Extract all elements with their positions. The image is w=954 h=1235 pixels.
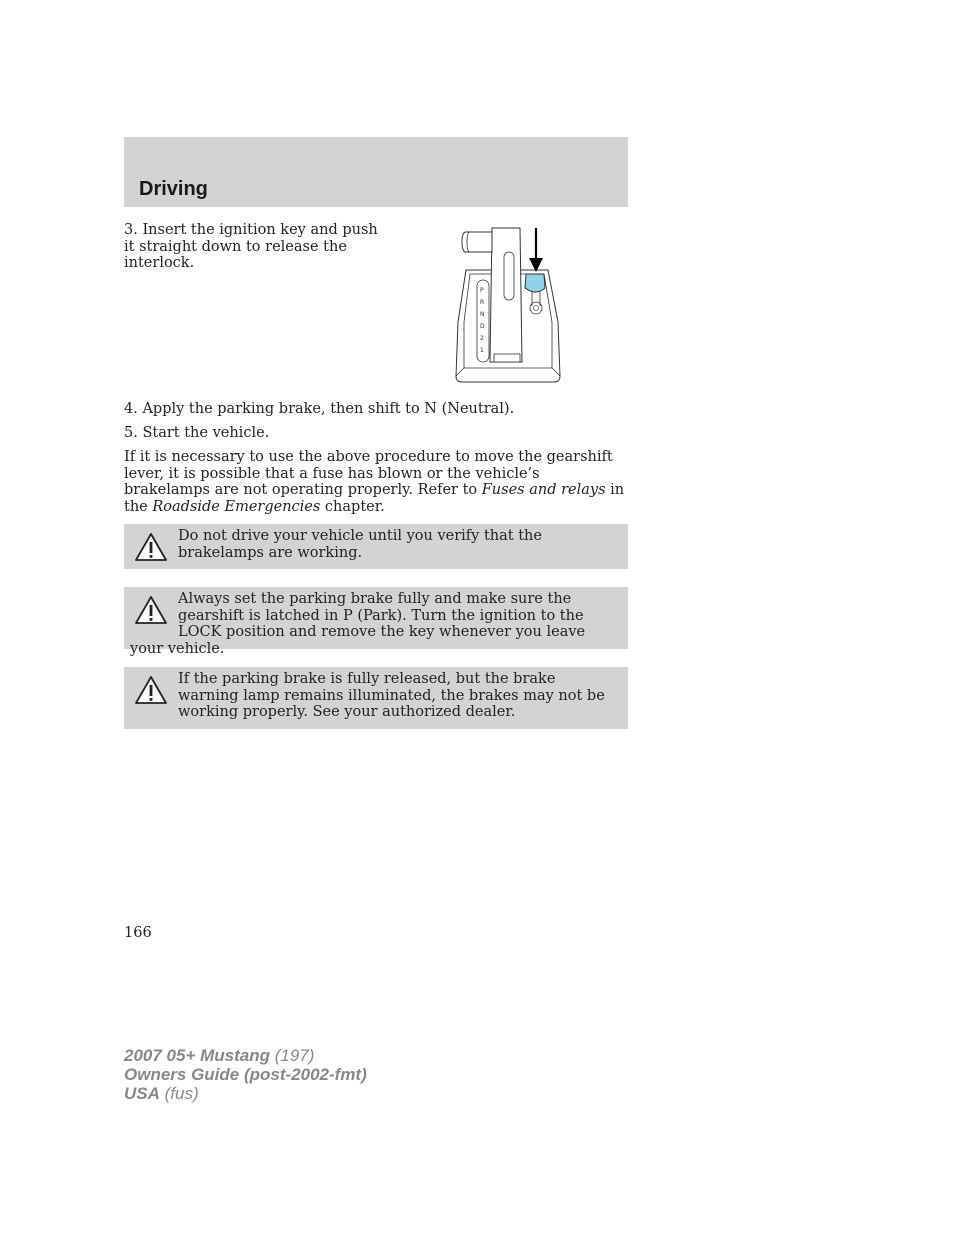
step-3-text: 3. Insert the ignition key and push it straight down to release the interlock. (124, 222, 378, 271)
warning-triangle-icon (134, 532, 168, 562)
fuse-paragraph-part1: If it is necessary to use the above procedure to move the gearshift lever, it is possible that a fuse has blown or the vehicle’s brakelamps are not operating properly. Refer to (124, 449, 613, 498)
footer-model-code: (197) (270, 1046, 315, 1065)
footer-market: USA (124, 1084, 160, 1103)
warning-triangle-icon (134, 595, 168, 625)
gear-label: P (480, 287, 484, 294)
step-4-text: 4. Apply the parking brake, then shift to N (Neutral). (124, 401, 515, 417)
gear-label: 1 (480, 347, 484, 354)
footer-line-3 (124, 1084, 367, 1103)
warning-text: Always set the parking brake fully and make sure the gearshift is latched in P (Park). Turn the ignition to the LOCK position and remove the key whenever you leave your vehicle. (130, 591, 586, 657)
warning-box (124, 524, 628, 569)
gear-label: D (480, 323, 485, 330)
footer-model: 2007 05+ Mustang (124, 1046, 270, 1065)
gear-label: R (480, 299, 485, 306)
roadside-emergencies-reference: Roadside Emergencies (152, 498, 321, 515)
footer-market-code: (fus) (159, 1084, 199, 1103)
gearshift-illustration (452, 222, 566, 386)
section-title: Driving (139, 178, 208, 200)
gear-label: N (480, 311, 485, 318)
fuses-and-relays-reference: Fuses and relays (481, 482, 606, 498)
fuse-paragraph (124, 449, 628, 515)
footer-line-2 (124, 1065, 367, 1084)
warning-box (124, 667, 628, 729)
gear-label: 2 (480, 335, 484, 342)
gearshift-interlock-figure (452, 222, 566, 386)
fuse-paragraph-part3: chapter. (320, 498, 385, 515)
warning-text: If the parking brake is fully released, but the brake warning lamp remains illuminated, the brakes may not be working properly. See your authorized dealer. (178, 671, 605, 720)
fuse-paragraph-part2: in the (124, 482, 625, 515)
footer-guide: Owners Guide (post-2002-fmt) (124, 1065, 367, 1084)
footer-line-1 (124, 1046, 367, 1065)
section-header (124, 137, 628, 207)
page-number: 166 (124, 925, 152, 941)
document-footer (124, 1046, 367, 1103)
warning-text: Do not drive your vehicle until you verify that the brakelamps are working. (178, 528, 542, 561)
step-5-text: 5. Start the vehicle. (124, 425, 270, 441)
warning-triangle-icon (134, 675, 168, 705)
warning-box (124, 587, 628, 657)
